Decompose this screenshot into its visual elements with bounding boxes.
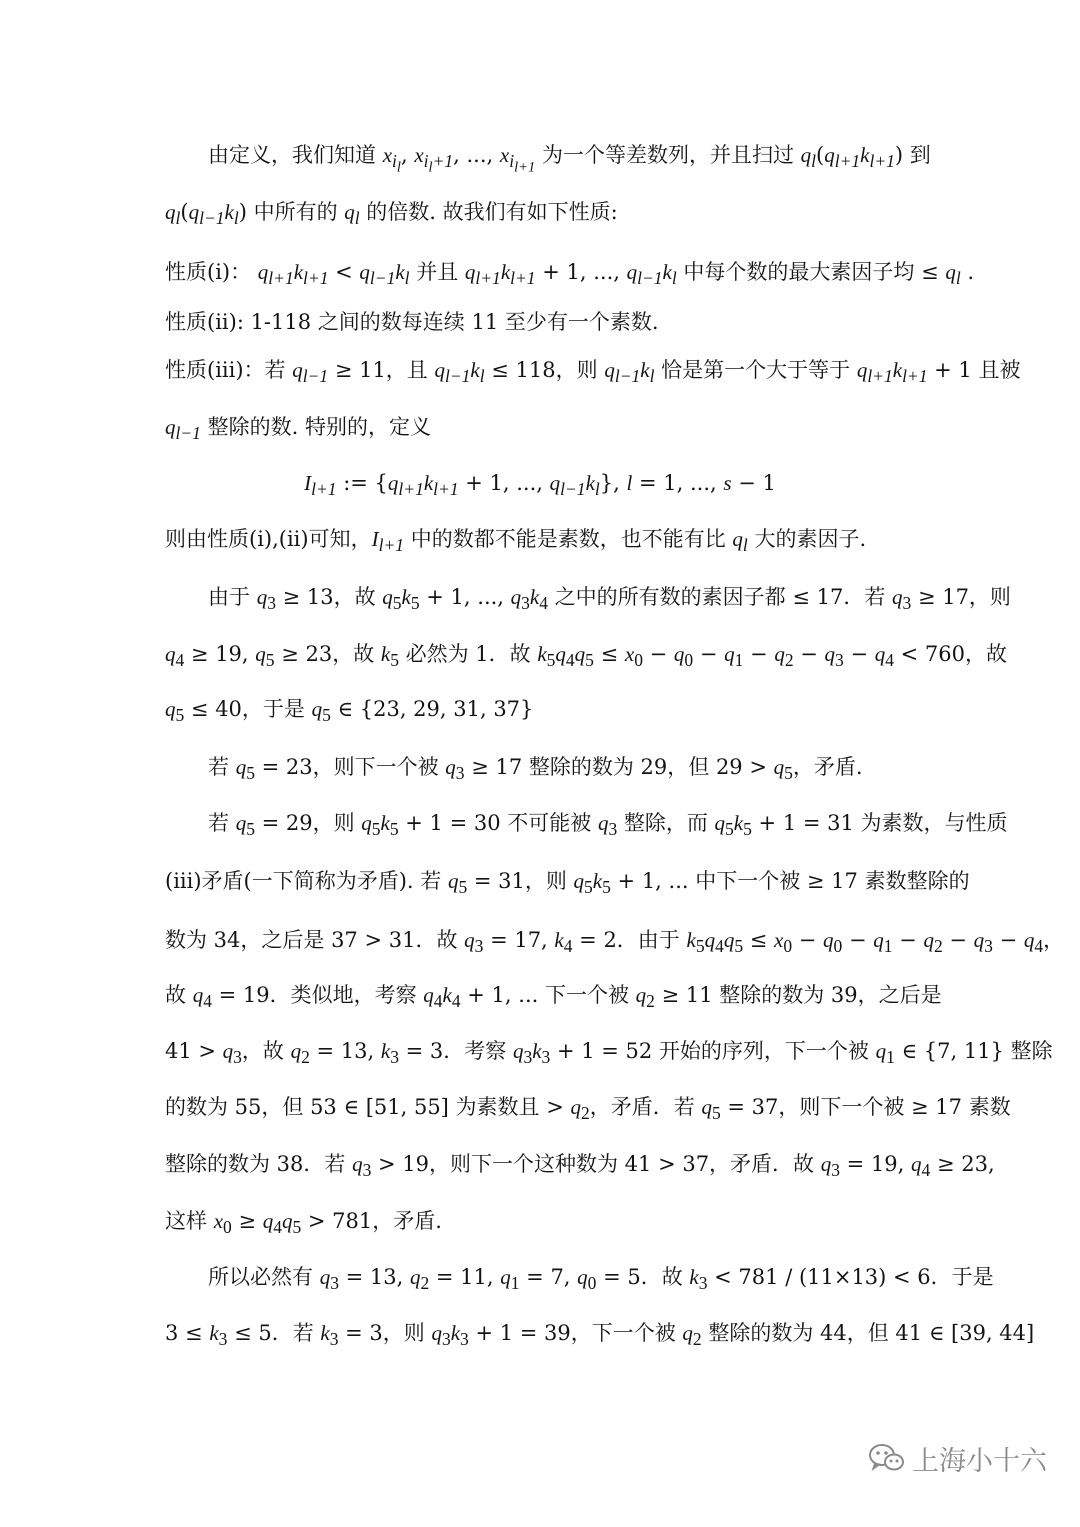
text-line: $q_{l-1}$ 整除的数. 特别的，定义 xyxy=(165,415,431,444)
text-line: $q_4 \ge 19$, $q_5 \ge 23$，故 $k_5$ 必然为 1．故 $k_5q_4q_5 \le x_0 - q_0 - q_1 - q_2 - q_3 - q_4 < 760$，故 xyxy=(165,642,1007,671)
text-line: 若 $q_5 = 23$，则下一个被 $q_3 \ge 17$ 整除的数为 29，但 $29 > q_5$，矛盾. xyxy=(208,755,863,784)
text-line: $q_l(q_{l-1}k_l)$ 中所有的 $q_l$ 的倍数. 故我们有如下性质: xyxy=(165,200,618,229)
watermark-text: 上海小十六 xyxy=(912,1445,1047,1477)
text-line: 则由性质(i),(ii)可知，$I_{l+1}$ 中的数都不能是素数，也不能有比 $q_l$ 大的素因子. xyxy=(165,527,867,556)
text-line: 若 $q_5 = 29$，则 $q_5k_5 + 1 = 30$ 不可能被 $q_3$ 整除，而 $q_5k_5 + 1 = 31$ 为素数，与性质 xyxy=(208,811,1008,840)
text-line: $q_5 \le 40$，于是 $q_5$ ∈ {23, 29, 31, 37} xyxy=(165,697,534,726)
text-line: 整除的数为 38．若 $q_3 > 19$，则下一个这种数为 41 > 37，矛盾．故 $q_3 = 19$, $q_4 \ge 23$, xyxy=(165,1152,995,1181)
text-line: 由定义，我们知道 $x_{i_l}$, $x_{i_l+1}$, ..., $x_{i_{l+1}}$ 为一个等差数列，并且扫过 $q_l(q_{l+1}k_{l+1})$ 到 xyxy=(208,143,931,176)
watermark xyxy=(868,1441,1047,1475)
text-line: 这样 $x_0 \ge q_4q_5 > 781$，矛盾. xyxy=(165,1209,442,1238)
text-line: 数为 34，之后是 37 > 31．故 $q_3 = 17$, $k_4 = 2$．由于 $k_5q_4q_5 \le x_0 - q_0 - q_1 - q_2 - q_3 - q_4$， xyxy=(165,928,1065,957)
text-line: 性质(i)： $q_{l+1}k_{l+1} < q_{l-1}k_l$ 并且 $q_{l+1}k_{l+1} + 1$, ..., $q_{l-1}k_l$ 中每个数的最大素因子均 ≤ $q_l$ . xyxy=(165,260,975,289)
wechat-icon xyxy=(868,1443,904,1473)
text-line: 性质(iii)：若 $q_{l-1} \ge 11$，且 $q_{l-1}k_l \le 118$，则 $q_{l-1}k_l$ 恰是第一个大于等于 $q_{l+1}k_{l+1} + 1$ 且被 xyxy=(165,358,1021,387)
text-line: (iii)矛盾(一下简称为矛盾). 若 $q_5 = 31$，则 $q_5k_5 + 1$, ... 中下一个被 ≥ 17 素数整除的 xyxy=(165,869,970,898)
text-line: $41 > q_3$，故 $q_2 = 13$, $k_3 = 3$．考察 $q_3k_3 + 1 = 52$ 开始的序列，下一个被 $q_1$ ∈ {7, 11} 整除 xyxy=(165,1039,1053,1068)
text-line: $3 \le k_3 \le 5$．若 $k_3 = 3$，则 $q_3k_3 + 1 = 39$，下一个被 $q_2$ 整除的数为 44，但 41 ∈ [39, 44] xyxy=(165,1321,1035,1350)
formula-line: $I_{l+1}$ := {$q_{l+1}k_{l+1} + 1$, ..., $q_{l-1}k_l$}, l = 1, ..., s − 1 xyxy=(304,471,776,500)
text-line: 由于 $q_3 \ge 13$，故 $q_5k_5 + 1$, ..., $q_3k_4$ 之中的所有数的素因子都 ≤ 17．若 $q_3 \ge 17$，则 xyxy=(208,585,1011,614)
text-line: 的数为 55，但 53 ∈ [51, 55] 为素数且 > $q_2$，矛盾．若 $q_5 = 37$，则下一个被 ≥ 17 素数 xyxy=(165,1095,1011,1124)
text-line: 所以必然有 $q_3 = 13$, $q_2 = 11$, $q_1 = 7$, $q_0 = 5$．故 $k_3 < 781 / (11\times 13) < 6$．于是 xyxy=(208,1265,994,1294)
text-line: 性质(ii): 1-118 之间的数每连续 11 至少有一个素数. xyxy=(165,310,659,334)
text-line: 故 $q_4 = 19$．类似地，考察 $q_4k_4 + 1$, ... 下一个被 $q_2 \ge 11$ 整除的数为 39，之后是 xyxy=(165,983,942,1012)
